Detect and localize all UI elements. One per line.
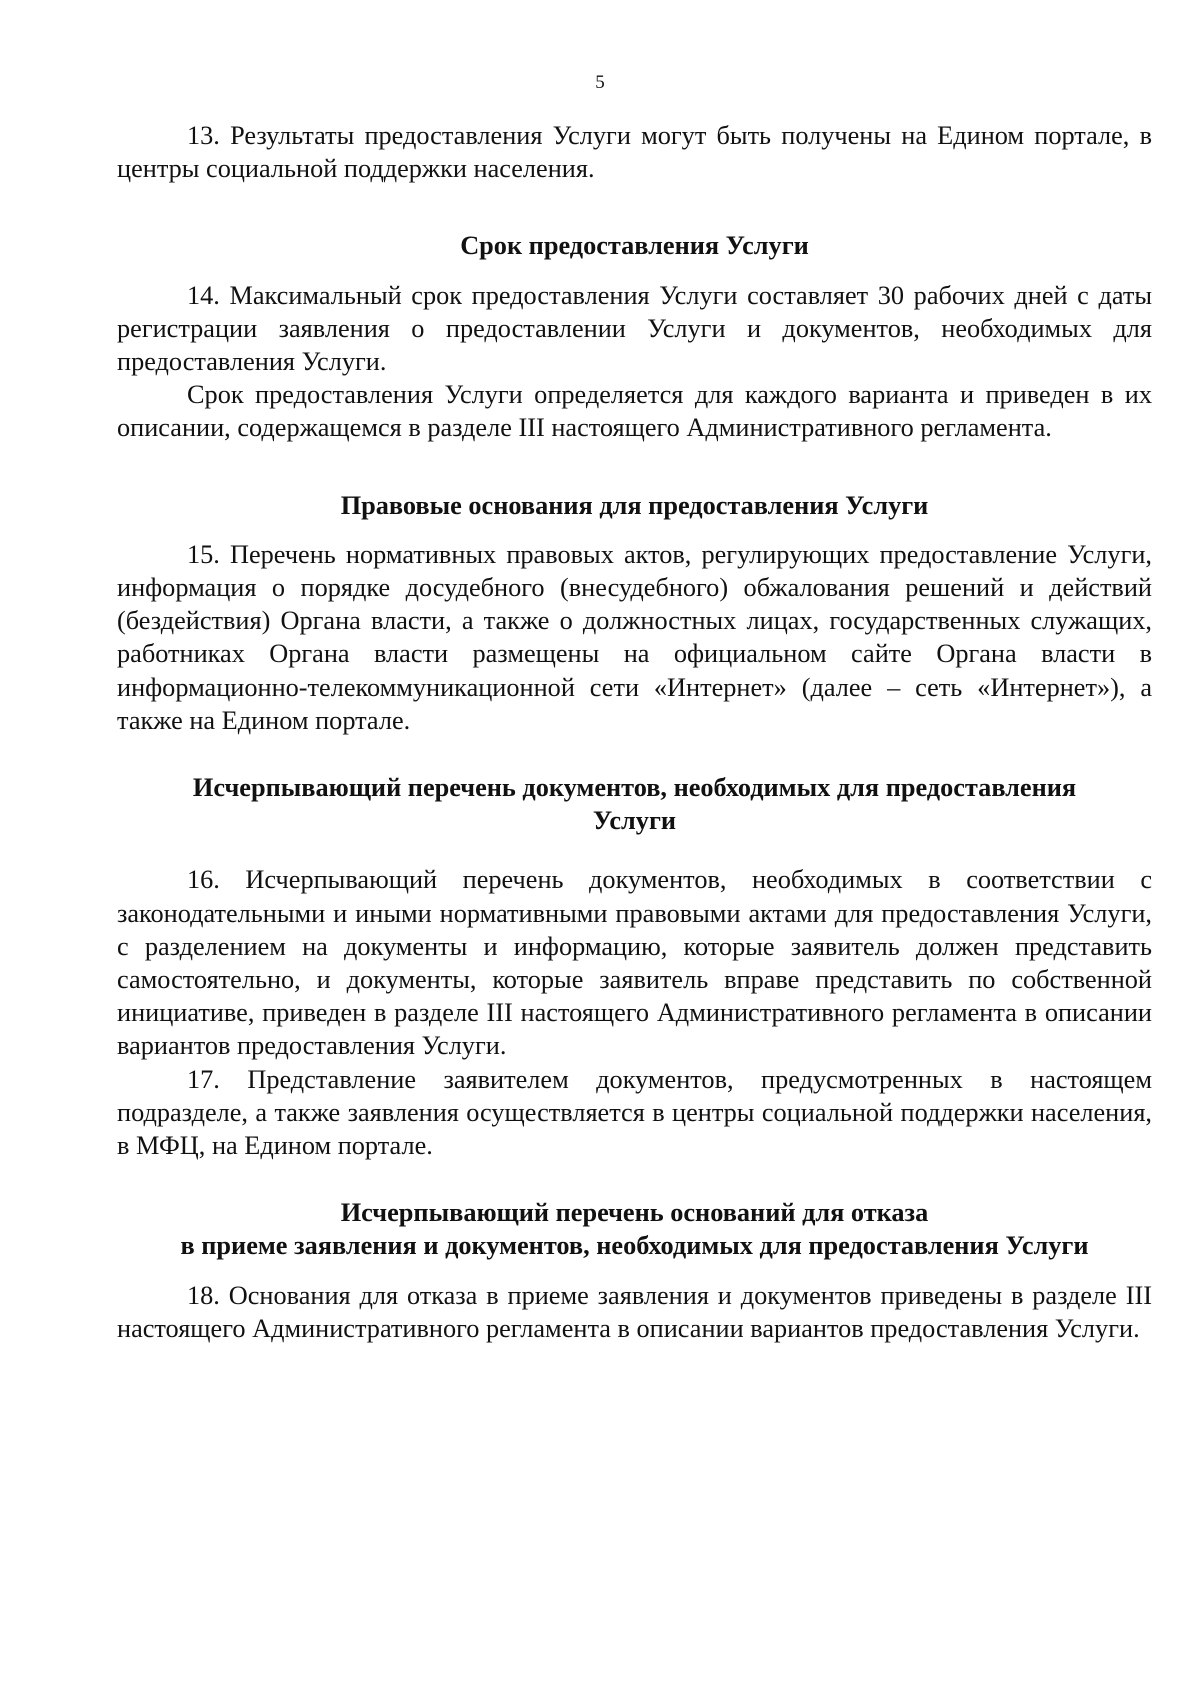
heading-required-documents xyxy=(117,771,1152,837)
paragraph-14-continued: Срок предоставления Услуги определяется для каждого варианта и приведен в их описании, содержащемся в разделе III настоящего Административного регламента. xyxy=(117,380,1152,443)
paragraph-16: 16. Исчерпывающий перечень документов, необходимых в соответствии с законодательными и иными нормативными правовыми актами для предоставления Услуги, с разделением на документы и информацию, которые заявитель должен представить самостоятельно, и документы, которые заявитель вправе представить по собственной инициативе, приведен в разделе III настоящего Административного регламента в описании вариантов предоставления Услуги. xyxy=(117,865,1152,1061)
heading-required-documents-line-2: Услуги xyxy=(592,806,677,836)
paragraph-15: 15. Перечень нормативных правовых актов, регулирующих предоставление Услуги, информация о порядке досудебного (внесудебного) обжалования решений и действий (бездействия) Органа власти, а также о должностных лицах, государственных служащих, работниках Органа власти размещены на официальном сайте Органа власти в информационно-телекоммуникационной сети «Интернет» (далее – сеть «Интернет»), а также на Едином портале. xyxy=(117,539,1152,735)
heading-service-term: Срок предоставления Услуги xyxy=(460,231,809,261)
paragraph-18: 18. Основания для отказа в приеме заявления и документов приведены в разделе III настоящего Административного регламента в описании вариантов предоставления Услуги. xyxy=(117,1280,1152,1343)
paragraph-14: 14. Максимальный срок предоставления Услуги составляет 30 рабочих дней с даты регистрации заявления о предоставлении Услуги и документов, необходимых для предоставления Услуги. xyxy=(117,280,1152,377)
page-number: 5 xyxy=(595,72,605,93)
heading-refusal-grounds-line-1: Исчерпывающий перечень оснований для отказа xyxy=(340,1198,929,1228)
heading-refusal-grounds-line-2: в приеме заявления и документов, необходимых для предоставления Услуги xyxy=(180,1231,1089,1261)
paragraph-17: 17. Представление заявителем документов, предусмотренных в настоящем подразделе, а также заявления осуществляется в центры социальной поддержки населения, в МФЦ, на Едином портале. xyxy=(117,1064,1152,1161)
heading-required-documents-line-1: Исчерпывающий перечень документов, необходимых для предоставления xyxy=(192,773,1077,803)
heading-refusal-grounds xyxy=(117,1196,1152,1262)
heading-legal-grounds: Правовые основания для предоставления Услуги xyxy=(340,490,929,520)
document-body xyxy=(117,119,1152,1345)
paragraph-13: 13. Результаты предоставления Услуги могут быть получены на Едином портале, в центры социальной поддержки населения. xyxy=(117,121,1152,184)
